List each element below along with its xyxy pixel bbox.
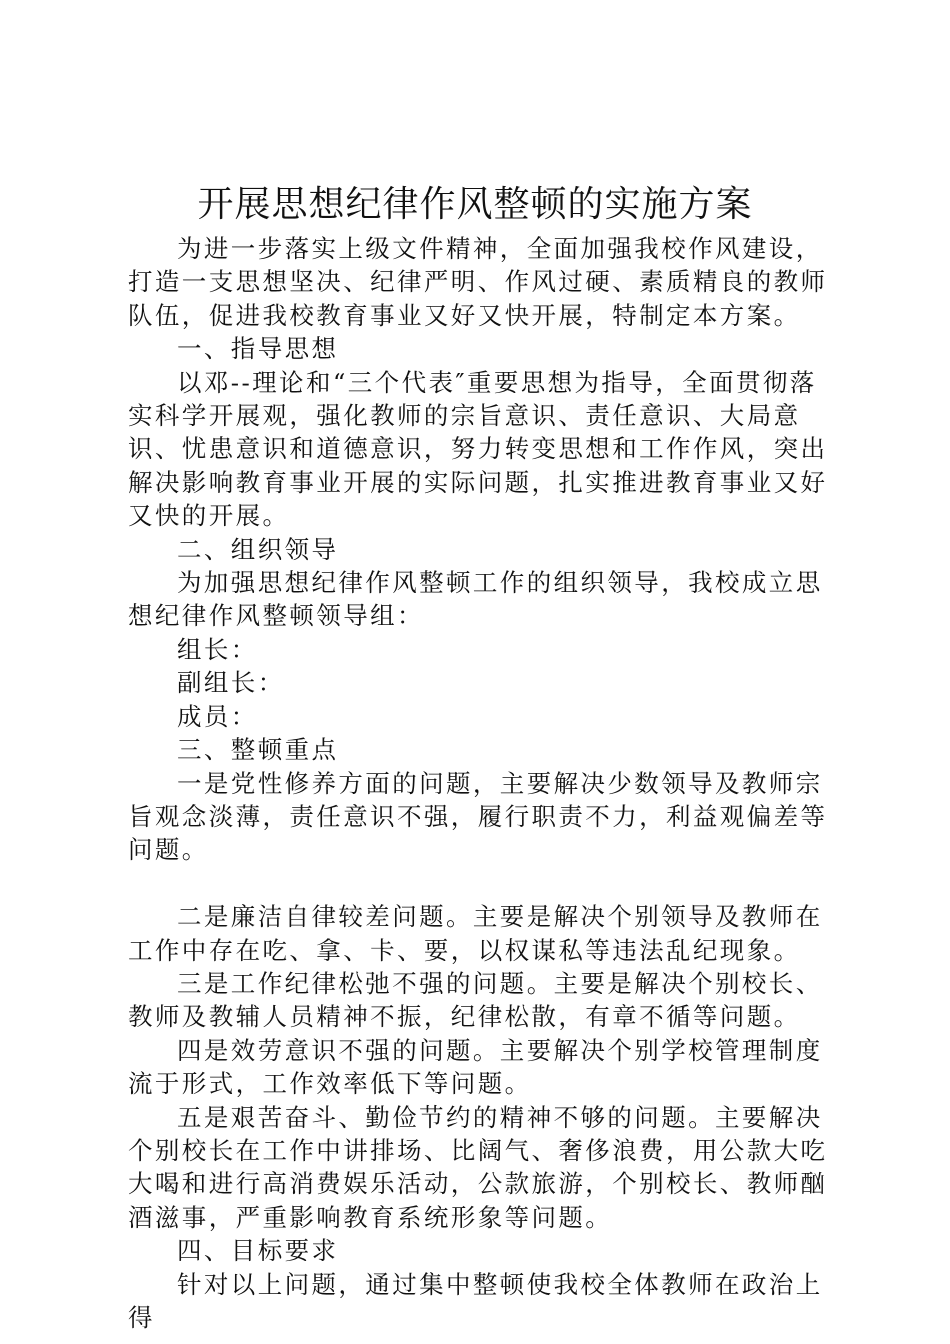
focus-item-4: 四是效劳意识不强的问题。主要解决个别学校管理制度流于形式，工作效率低下等问题。 <box>128 1035 823 1099</box>
section-heading-focus: 三、整顿重点 <box>177 735 339 765</box>
organization-paragraph: 为加强思想纪律作风整顿工作的组织领导，我校成立思想纪律作风整顿领导组： <box>128 568 823 631</box>
guiding-thought-paragraph: 以邓--理论和“三个代表″重要思想为指导，全面贯彻落实科学开展观，强化教师的宗旨意识、责任意识、大局意识、忧患意识和道德意识，努力转变思想和工作作风，突出解决影响教育事业开展的实际问题，扎实推进教育事业又好又快的开展。 <box>128 367 828 531</box>
goals-paragraph: 针对以上问题，通过集中整顿使我校全体教师在政治上得 <box>128 1269 823 1332</box>
section-heading-guiding-thought: 一、指导思想 <box>177 334 339 364</box>
members-line: 成员： <box>177 701 258 731</box>
deputy-group-leader-line: 副组长： <box>177 668 285 698</box>
focus-item-1: 一是党性修养方面的问题，主要解决少数领导及教师宗旨观念淡薄，责任意识不强，履行职责不力，利益观偏差等问题。 <box>128 768 828 865</box>
section-heading-goals: 四、目标要求 <box>177 1236 339 1266</box>
section-heading-organization: 二、组织领导 <box>177 534 339 564</box>
group-leader-line: 组长： <box>177 634 258 664</box>
document-title: 开展思想纪律作风整顿的实施方案 <box>197 184 753 225</box>
focus-item-3: 三是工作纪律松弛不强的问题。主要是解决个别校长、教师及教辅人员精神不振，纪律松散，有章不循等问题。 <box>128 968 823 1032</box>
focus-item-5: 五是艰苦奋斗、勤俭节约的精神不够的问题。主要解决个别校长在工作中讲排场、比阔气、奢侈浪费，用公款大吃大喝和进行高消费娱乐活动，公款旅游，个别校长、教师酗酒滋事，严重影响教育系统形象等问题。 <box>128 1102 828 1232</box>
document-body <box>128 232 838 1334</box>
intro-paragraph: 为进一步落实上级文件精神，全面加强我校作风建设，打造一支思想坚决、纪律严明、作风过硬、素质精良的教师队伍，促进我校教育事业又好又快开展，特制定本方案。 <box>128 234 828 330</box>
focus-item-2: 二是廉洁自律较差问题。主要是解决个别领导及教师在工作中存在吃、拿、卡、要，以权谋私等违法乱纪现象。 <box>128 902 823 965</box>
